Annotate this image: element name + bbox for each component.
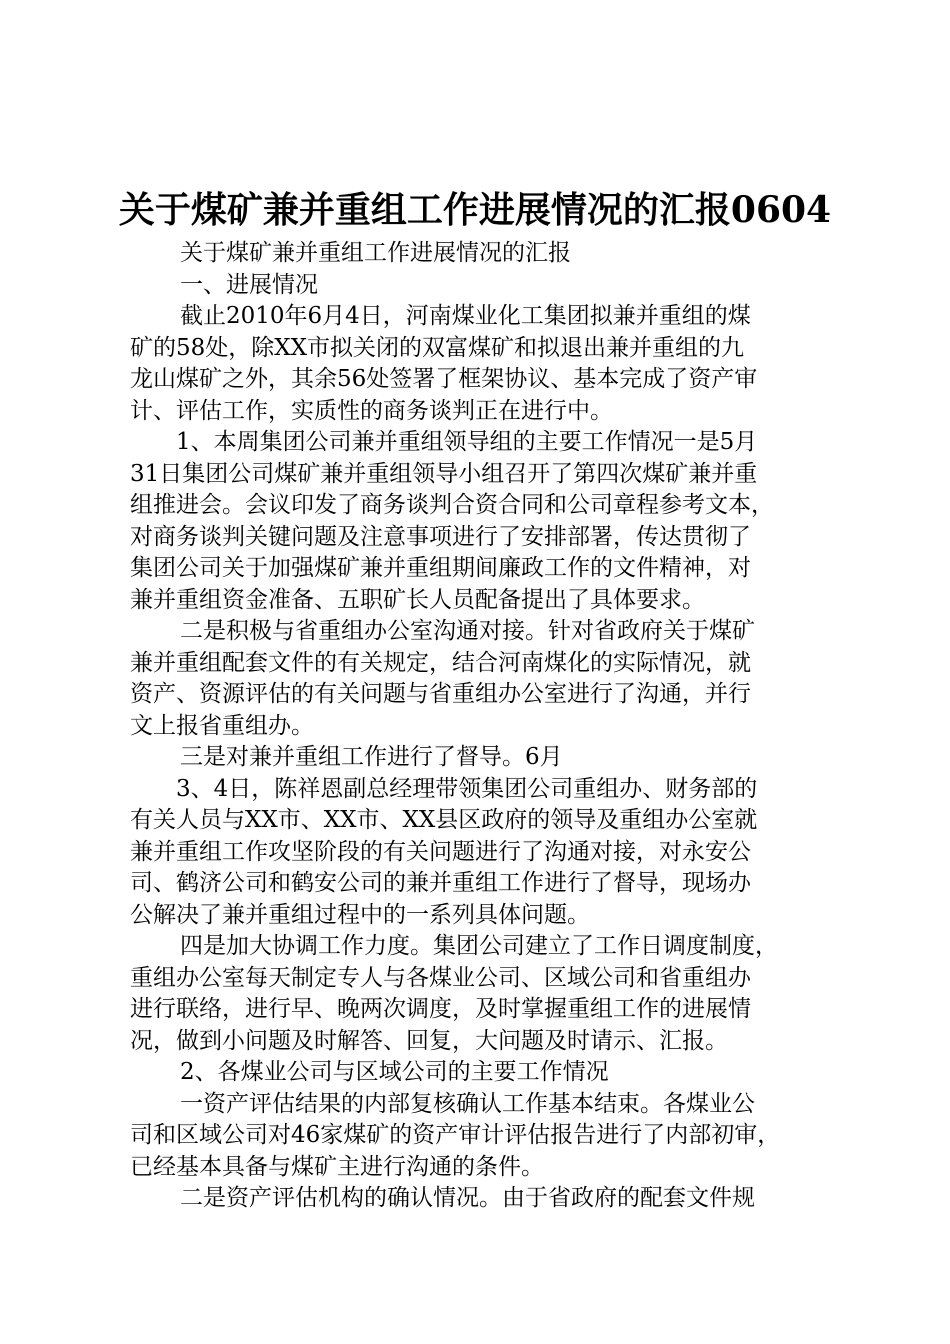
body-line: 四是加大协调工作力度。集团公司建立了工作日调度制度，: [180, 933, 778, 959]
document-title: 关于煤矿兼并重组工作进展情况的汇报0604: [118, 189, 832, 231]
body-line: 文上报省重组办。: [130, 712, 314, 739]
body-line: 兼并重组配套文件的有关规定，结合河南煤化的实际情况，就: [130, 649, 751, 676]
document-body: [130, 238, 830, 1215]
body-line: 2、各煤业公司与区域公司的主要工作情况: [180, 1059, 609, 1085]
body-line: 二是积极与省重组办公室沟通对接。针对省政府关于煤矿: [180, 618, 755, 644]
body-line: 矿的58处，除XX市拟关闭的双富煤矿和拟退出兼并重组的九: [130, 334, 745, 361]
body-line: 集团公司关于加强煤矿兼并重组期间廉政工作的文件精神，对: [130, 555, 751, 581]
body-line: 有关人员与XX市、XX市、XX县区政府的领导及重组办公室就: [130, 807, 758, 833]
body-line: 1、本周集团公司兼并重组领导组的主要工作情况一是5月: [176, 429, 758, 455]
body-line: 关于煤矿兼并重组工作进展情况的汇报: [180, 240, 571, 266]
body-line: 兼并重组资金准备、五职矿长人员配备提出了具体要求。: [130, 586, 705, 613]
body-line: 兼并重组工作攻坚阶段的有关问题进行了沟通对接，对永安公: [130, 838, 751, 865]
body-line: 组推进会。会议印发了商务谈判合资合同和公司章程参考文本，: [130, 492, 774, 518]
body-line: 一资产评估结果的内部复核确认工作基本结束。各煤业公: [180, 1090, 755, 1117]
body-line: 进行联络，进行早、晚两次调度，及时掌握重组工作的进展情: [130, 996, 751, 1022]
body-line: 对商务谈判关键问题及注意事项进行了安排部署，传达贯彻了: [130, 523, 751, 550]
body-line: 司、鹤济公司和鹤安公司的兼并重组工作进行了督导，现场办: [130, 870, 751, 896]
body-line: 龙山煤矿之外，其余56处签署了框架协议、基本完成了资产审: [130, 366, 758, 392]
body-line: 况，做到小问题及时解答、回复，大问题及时请示、汇报。: [130, 1027, 728, 1054]
body-line: 一、进展情况: [180, 271, 318, 298]
body-line: 已经基本具备与煤矿主进行沟通的条件。: [130, 1153, 544, 1180]
body-line: 31日集团公司煤矿兼并重组领导小组召开了第四次煤矿兼并重: [130, 460, 758, 487]
body-line: 二是资产评估机构的确认情况。由于省政府的配套文件规: [180, 1185, 755, 1211]
body-line: 公解决了兼并重组过程中的一系列具体问题。: [130, 901, 590, 928]
body-line: 截止2010年6月4日，河南煤业化工集团拟兼并重组的煤: [180, 303, 751, 329]
body-line: 司和区域公司对46家煤矿的资产审计评估报告进行了内部初审，: [130, 1122, 781, 1148]
body-line: 3、4日，陈祥恩副总经理带领集团公司重组办、财务部的: [176, 775, 758, 802]
body-line: 三是对兼并重组工作进行了督导。6月: [180, 744, 563, 770]
body-line: 计、评估工作，实质性的商务谈判正在进行中。: [130, 397, 613, 424]
body-line: 资产、资源评估的有关问题与省重组办公室进行了沟通，并行: [130, 681, 751, 707]
body-line: 重组办公室每天制定专人与各煤业公司、区域公司和省重组办: [130, 964, 751, 991]
